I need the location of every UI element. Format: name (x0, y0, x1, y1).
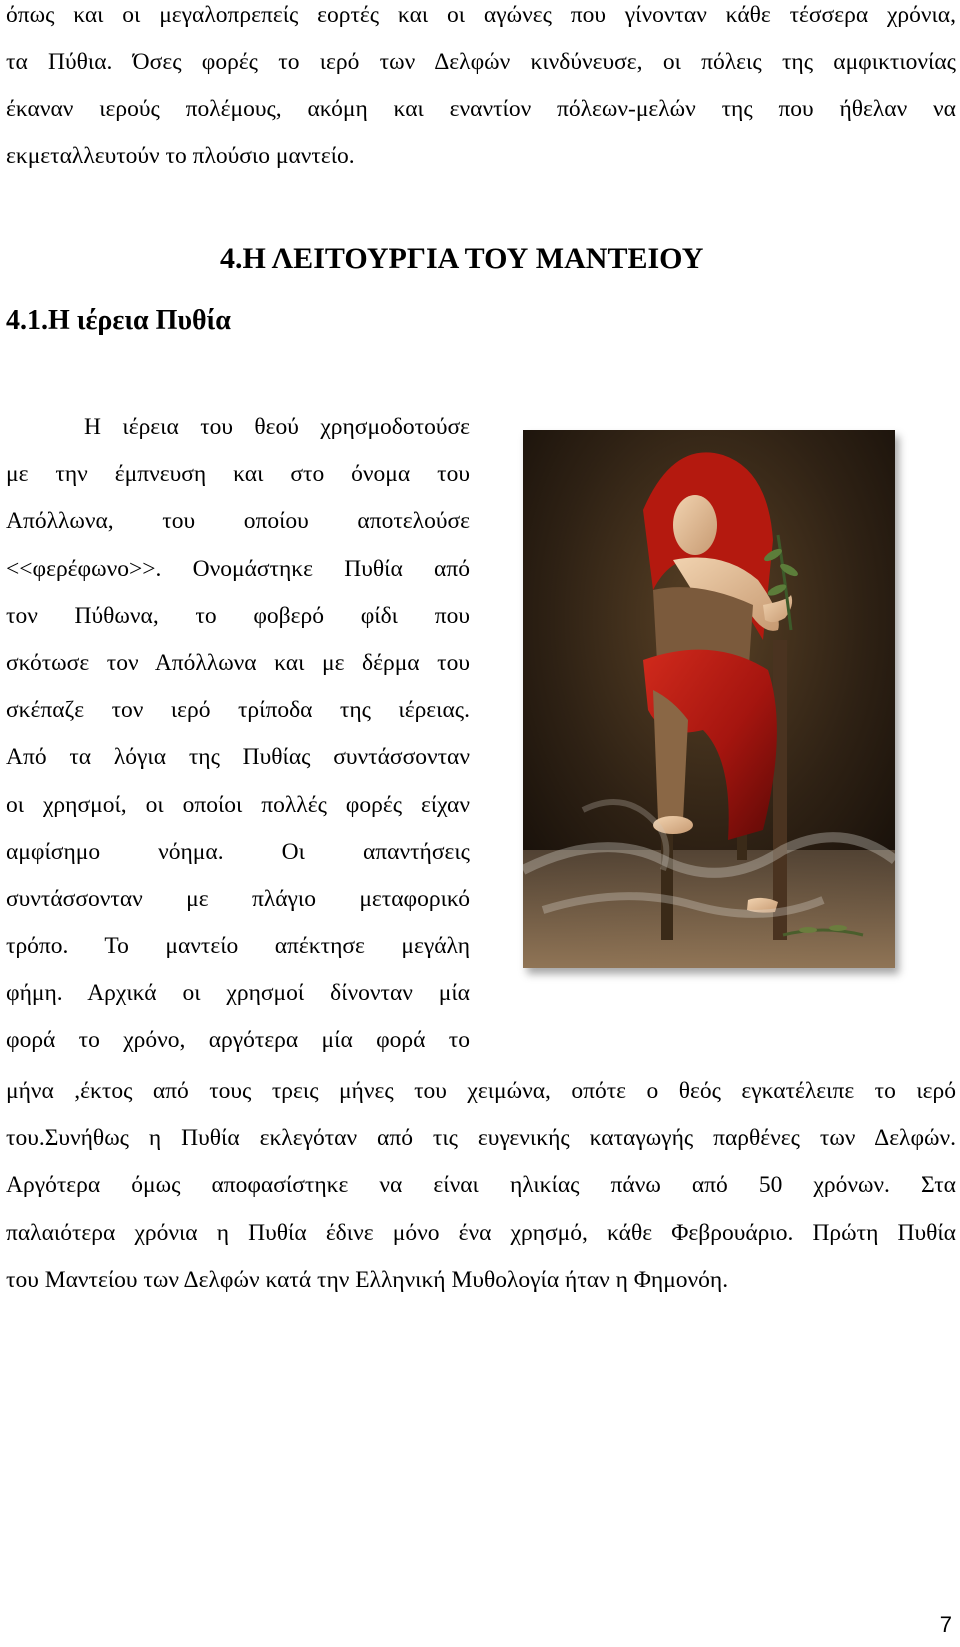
text-line: Απόλλωνα, του οποίου αποτελούσε (6, 508, 470, 535)
painting-illustration (523, 430, 895, 968)
text-line: τον Πύθωνα, το φοβερό φίδι που (6, 602, 470, 629)
text-line: έκαναν ιερούς πολέμους, ακόμη και εναντίον πόλεων-μελών της που ήθελαν να (6, 96, 956, 122)
text-line: αμφίσημο νόημα. Οι απαντήσεις (6, 838, 470, 865)
text-line: μήνα ,έκτος από τους τρεις μήνες του χειμώνα, οπότε ο θεός εγκατέλειπε το ιερό (6, 1078, 956, 1104)
text-line: εκμεταλλευτούν το πλούσιο μαντείο. (6, 143, 355, 169)
text-line: φορά το χρόνο, αργότερα μία φορά το (6, 1027, 470, 1054)
text-line: φήμη. Αρχικά οι χρησμοί δίνονταν μία (6, 980, 470, 1007)
intro-paragraph (6, 0, 956, 180)
text-line: σκότωσε τον Απόλλωνα και με δέρμα του (6, 649, 470, 676)
pythia-painting (523, 430, 895, 968)
text-line: Αργότερα όμως αποφασίστηκε να είναι ηλικίας πάνω από 50 χρόνων. Στα (6, 1172, 956, 1199)
full-width-paragraph (6, 1068, 956, 1304)
text-line: παλαιότερα χρόνια η Πυθία έδινε μόνο ένα χρησμό, κάθε Φεβρουάριο. Πρώτη Πυθία (6, 1219, 956, 1246)
text-line: σκέπαζε τον ιερό τρίποδα της ιέρειας. (6, 697, 470, 724)
text-line: τρόπο. Το μαντείο απέκτησε μεγάλη (6, 933, 470, 960)
text-line: οι χρησμοί, οι οποίοι πολλές φορές είχαν (6, 791, 470, 818)
text-line: Η ιέρεια του θεού χρησμοδοτούσε (84, 414, 470, 440)
text-line: τα Πύθια. Όσες φορές το ιερό των Δελφών κινδύνευσε, οι πόλεις της αμφικτιονίας (6, 49, 956, 75)
text-line: Από τα λόγια της Πυθίας συντάσσονταν (6, 744, 470, 771)
section-heading: 4.Η ΛΕΙΤΟΥΡΓΙΑ ΤΟΥ ΜΑΝΤΕΙΟΥ (220, 242, 704, 275)
text-line: συντάσσονταν με πλάγιο μεταφορικό (6, 885, 470, 912)
text-line: με την έμπνευση και στο όνομα του (6, 461, 470, 488)
subsection-heading: 4.1.Η ιέρεια Πυθία (6, 305, 231, 336)
page-number: 7 (939, 1612, 952, 1637)
text-line: του.Συνήθως η Πυθία εκλεγόταν από τις ευγενικής καταγωγής παρθένες των Δελφών. (6, 1125, 956, 1152)
pythia-column-text (6, 404, 470, 1065)
text-line: <<φερέφωνο>>. Ονομάστηκε Πυθία από (6, 555, 470, 582)
text-line: του Μαντείου των Δελφών κατά την Ελληνική Μυθολογία ήταν η Φημονόη. (6, 1266, 729, 1293)
text-line: όπως και οι μεγαλοπρεπείς εορτές και οι αγώνες που γίνονταν κάθε τέσσερα χρόνια, (6, 2, 956, 28)
